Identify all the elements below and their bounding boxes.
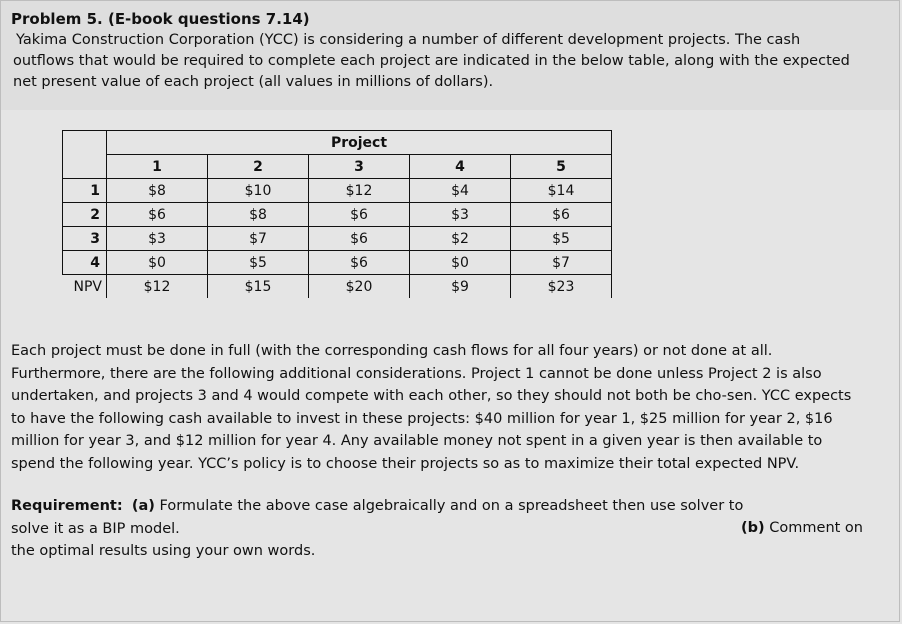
npv-cell: $12 <box>107 275 208 299</box>
project-column-header: 3 <box>309 155 410 179</box>
table-cell: $3 <box>410 203 511 227</box>
table-cell: $5 <box>208 251 309 275</box>
requirement-line-2: solve it as a BIP model. <box>11 520 180 537</box>
table-column-header-row <box>63 155 612 179</box>
project-column-header: 1 <box>107 155 208 179</box>
npv-row <box>63 275 612 299</box>
npv-cell: $20 <box>309 275 410 299</box>
part-a-text: Formulate the above case algebraically and on a spreadsheet then use solver to <box>154 498 744 514</box>
table-cell: $6 <box>309 227 410 251</box>
paragraph-line: undertaken, and projects 3 and 4 would compete with each other, so they should not both be cho-sen. YCC expects <box>11 388 852 404</box>
table-cell: $5 <box>511 227 612 251</box>
requirement-line-1 <box>11 495 871 518</box>
part-b <box>741 517 863 540</box>
paragraph-line: spend the following year. YCC’s policy is to choose their projects so as to maximize their total expected NPV. <box>11 455 800 472</box>
table-cell: $6 <box>309 203 410 227</box>
table-cell: $12 <box>309 179 410 203</box>
project-header: Project <box>107 131 612 155</box>
table-cell: $0 <box>410 251 511 275</box>
year-label: 4 <box>63 251 107 275</box>
table-row <box>63 251 612 275</box>
table-cell: $7 <box>511 251 612 275</box>
paragraph-line: Furthermore, there are the following additional considerations. Project 1 cannot be done unless Project 2 is also <box>11 365 822 382</box>
table-cell: $6 <box>511 203 612 227</box>
project-column-header: 5 <box>511 155 612 179</box>
considerations-paragraph <box>11 340 891 475</box>
year-label: 1 <box>63 179 107 203</box>
project-column-header: 2 <box>208 155 309 179</box>
intro-line: Yakima Construction Corporation (YCC) is considering a number of different development projects. The cash <box>16 32 801 48</box>
table-header-row <box>63 131 612 155</box>
table-row <box>63 203 612 227</box>
intro-line: net present value of each project (all values in millions of dollars). <box>13 74 494 90</box>
table-cell: $8 <box>208 203 309 227</box>
table-row <box>63 227 612 251</box>
table-cell: $4 <box>410 179 511 203</box>
part-b-label: (b) <box>741 520 765 536</box>
project-column-header: 4 <box>410 155 511 179</box>
npv-label: NPV <box>63 275 107 299</box>
npv-cell: $23 <box>511 275 612 299</box>
cash-flow-table <box>62 130 612 298</box>
table-cell: $14 <box>511 179 612 203</box>
problem-statement <box>11 8 891 93</box>
year-label: 3 <box>63 227 107 251</box>
paragraph-line: to have the following cash available to invest in these projects: $40 million for year 1, $25 million for year 2, $16 <box>11 410 833 427</box>
year-label: 2 <box>63 203 107 227</box>
npv-cell: $9 <box>410 275 511 299</box>
problem-intro <box>11 30 891 93</box>
table-cell: $8 <box>107 179 208 203</box>
part-a-label: (a) <box>131 498 155 514</box>
intro-line: outflows that would be required to complete each project are indicated in the below table, along with the expected <box>13 53 850 69</box>
table-cell: $2 <box>410 227 511 251</box>
table-cell: $6 <box>309 251 410 275</box>
table-cell: $0 <box>107 251 208 275</box>
npv-cell: $15 <box>208 275 309 299</box>
table-cell: $6 <box>107 203 208 227</box>
requirement-label: Requirement: <box>11 498 123 514</box>
table-row <box>63 179 612 203</box>
paragraph-line: Each project must be done in full (with the corresponding cash flows for all four years) or not done at all. <box>11 343 773 359</box>
table-cell: $10 <box>208 179 309 203</box>
requirement-block <box>11 495 871 563</box>
problem-title: Problem 5. (E-book questions 7.14) <box>11 10 310 28</box>
table-corner <box>63 131 107 179</box>
table-cell: $7 <box>208 227 309 251</box>
table-cell: $3 <box>107 227 208 251</box>
requirement-line-3: the optimal results using your own words. <box>11 543 316 559</box>
paragraph-line: million for year 3, and $12 million for year 4. Any available money not spent in a given year is then available to <box>11 433 823 449</box>
part-b-text: Comment on <box>764 520 863 536</box>
